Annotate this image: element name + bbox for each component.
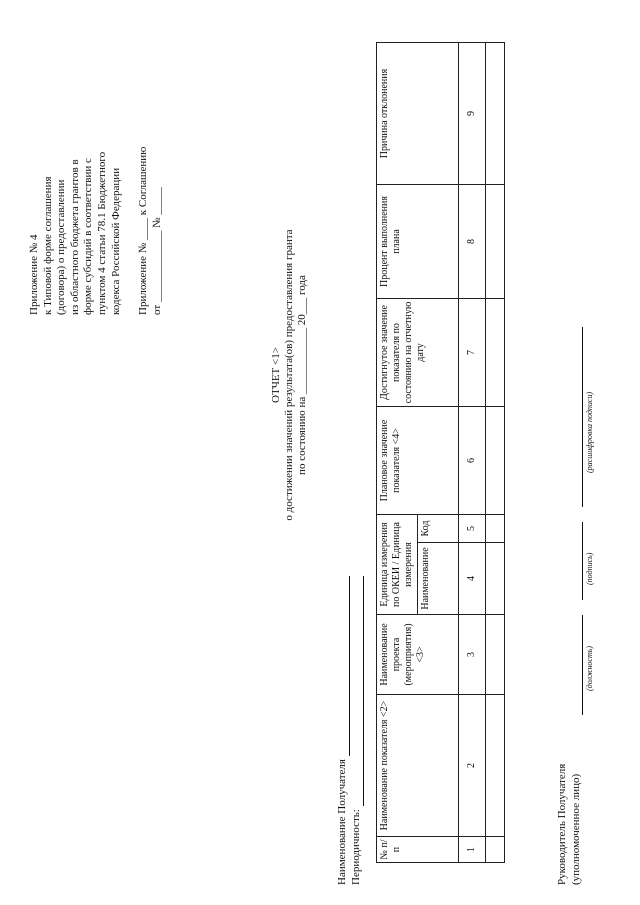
position-line [582, 615, 583, 715]
recipient-blank-line [339, 576, 350, 756]
report-title-block [270, 185, 309, 565]
table-row [486, 43, 505, 863]
period-blank-line [353, 576, 364, 806]
signature-line [582, 522, 583, 600]
header-project: Наименование проекта (мероприятия) <3> [377, 615, 459, 695]
report-date-line: по состоянию на ____________ 20___ года [296, 275, 308, 475]
table-cell[interactable] [486, 695, 505, 837]
period-label: Периодичность: [350, 809, 362, 885]
table-cell[interactable] [486, 407, 505, 515]
column-number: 2 [459, 695, 486, 837]
header-unit-name: Наименование [418, 543, 459, 615]
appendix-line: Приложение № 4 [28, 234, 40, 315]
table-cell[interactable] [486, 185, 505, 299]
results-table [376, 42, 505, 863]
header-percent: Процент выполнения плана [377, 185, 459, 299]
header-reason: Причина отклонения [377, 43, 459, 185]
signature-block [556, 764, 584, 885]
position-caption: (должность) [585, 645, 594, 691]
column-number: 6 [459, 407, 486, 515]
agreement-date-number: от _____________ № _____ [150, 187, 163, 315]
table-cell[interactable] [486, 299, 505, 407]
report-title: ОТЧЕТ <1> [270, 347, 282, 403]
table-numbering-row [459, 43, 486, 863]
signature-role: Руководитель Получателя [556, 763, 568, 885]
report-subtitle: о достижении значений результата(ов) предоставления гранта [283, 229, 295, 521]
spacer [123, 147, 137, 315]
header-indicator: Наименование показателя <2> [377, 695, 459, 837]
appendix-line: к Типовой форме соглашения [41, 176, 54, 315]
header-num: № п/п [377, 837, 459, 863]
column-number: 8 [459, 185, 486, 299]
column-number: 3 [459, 615, 486, 695]
column-number: 1 [459, 837, 486, 863]
appendix-line: из областного бюджета грантов в [68, 159, 81, 315]
column-number: 5 [459, 515, 486, 543]
decoding-line [582, 327, 583, 507]
signature-role-note: (уполномоченное лицо) [569, 773, 582, 885]
table-cell[interactable] [486, 515, 505, 543]
decoding-caption: (расшифровка подписи) [585, 391, 594, 473]
column-number: 4 [459, 543, 486, 615]
table-cell[interactable] [486, 543, 505, 615]
appendix-line: кодекса Российской Федерации [109, 167, 122, 315]
period-field [350, 576, 364, 885]
header-unit-group: Единица измерения по ОКЕИ / Единица измерения [377, 515, 418, 615]
table-header-row [377, 43, 418, 863]
recipient-label: Наименование Получателя [336, 759, 348, 885]
appendix-line: (договора) о предоставлении [55, 179, 68, 315]
table-cell[interactable] [486, 43, 505, 185]
recipient-field [336, 576, 350, 885]
signature-caption: (подпись) [585, 552, 594, 585]
agreement-reference: Приложение № ____ к Соглашению [137, 146, 150, 315]
table-cell[interactable] [486, 615, 505, 695]
appendix-block [28, 147, 164, 315]
header-planned: Плановое значение показателя <4> [377, 407, 459, 515]
header-unit-code: Код [418, 515, 459, 543]
appendix-line: форме субсидий в соответствии с [82, 158, 95, 315]
appendix-line: пунктом 4 статьи 78.1 Бюджетного [95, 151, 108, 315]
table-cell[interactable] [486, 837, 505, 863]
column-number: 9 [459, 43, 486, 185]
column-number: 7 [459, 299, 486, 407]
header-achieved: Достигнутое значение показателя по состоянию на отчетную дату [377, 299, 459, 407]
